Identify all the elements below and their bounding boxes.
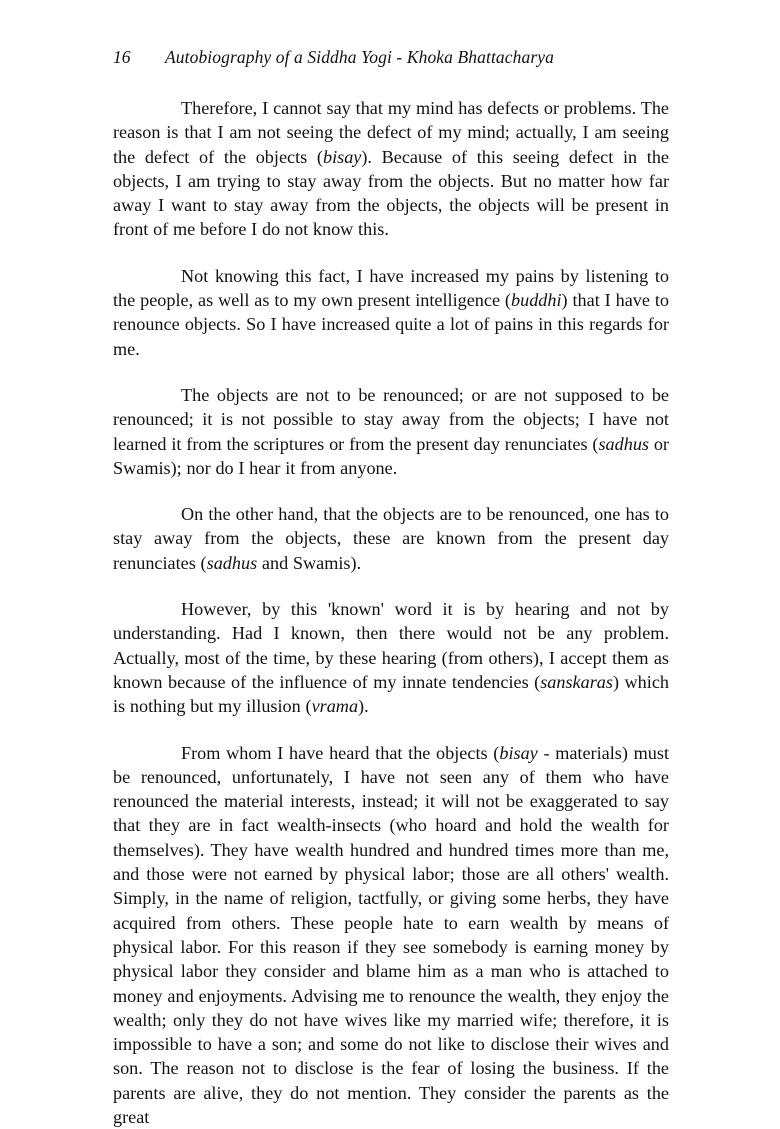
- paragraph: On the other hand, that the objects are to be renounced, one has to stay away from the objects, these are known from the present day renunciates (sadhus and Swamis).: [113, 504, 669, 573]
- paragraph: Therefore, I cannot say that my mind has defects or problems. The reason is that I am not seeing the defect of my mind; actually, I am seeing the defect of the objects (bisay). Because of this seeing defect in the objects, I am trying to stay away from the objects. But no matter how far away I want to stay away from the objects, the objects will be present in front of me before I do not know this.: [113, 98, 669, 240]
- body-text: [113, 96, 669, 1129]
- paragraph: The objects are not to be renounced; or are not supposed to be renounced; it is not possible to stay away from the objects; I have not learned it from the scriptures or from the present day renunciates (sadhus or Swamis); nor do I hear it from anyone.: [113, 384, 669, 478]
- running-head: [113, 46, 673, 70]
- running-title: Autobiography of a Siddha Yogi - Khoka Bhattacharya: [165, 47, 554, 67]
- page-number: 16: [113, 47, 131, 67]
- paragraph: However, by this 'known' word it is by hearing and not by understanding. Had I known, then there would not be any problem. Actually, most of the time, by these hearing (from others), I accept them as known because of the influence of my innate tendencies (sanskaras) which is nothing but my illusion (vrama).: [113, 599, 669, 717]
- paragraph: From whom I have heard that the objects (bisay - materials) must be renounced, unfortunately, I have not seen any of them who have renounced the material interests, instead; it will not be exaggerated to say that they are in fact wealth-insects (who hoard and hold the wealth for themselves). They have wealth hundred and hundred times more than me, and those were not earned by physical labor; those are all others' wealth. Simply, in the name of religion, tactfully, or giving some herbs, they have acquired from others. These people hate to earn wealth by means of physical labor. For this reason if they see somebody is earning money by physical labor they consider and blame him as a man who is attached to money and enjoyments. Advising me to renounce the wealth, they enjoy the wealth; only they do not have wives like my married wife; therefore, it is impossible to have a son; and some do not like to disclose their wives and son. The reason not to disclose is the fear of losing the business. If the parents are alive, they do not mention. They consider the parents as the great: [113, 742, 669, 1127]
- paragraph: Not knowing this fact, I have increased my pains by listening to the people, as well as to my own present intelligence (buddhi) that I have to renounce objects. So I have increased quite a lot of pains in this regards for me.: [113, 265, 669, 359]
